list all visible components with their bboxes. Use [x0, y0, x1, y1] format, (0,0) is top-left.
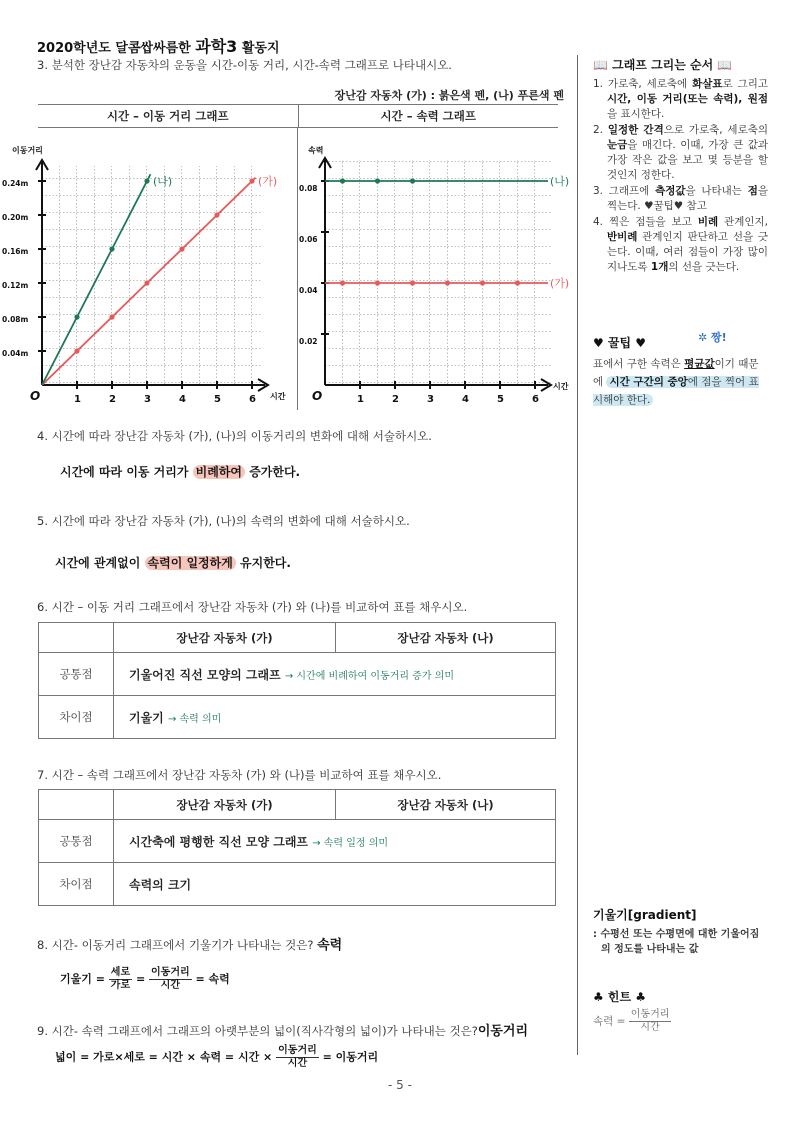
denominator: 시간 [640, 1022, 660, 1033]
formula-lhs: 기울기 = [60, 972, 105, 986]
svg-text:0.04: 0.04 [299, 286, 318, 295]
q5-answer-pre: 시간에 관계없이 [55, 556, 145, 570]
x-axis-label: 시간 [270, 392, 286, 401]
row-label-difference: 차이점 [39, 863, 114, 906]
q4-answer [60, 463, 300, 480]
tip-title: ♥ 꿀팁 ♥ [593, 336, 647, 350]
fraction-distance-time [149, 967, 192, 992]
svg-text:2: 2 [109, 394, 116, 405]
star-note: ✲ 짱! [698, 331, 727, 344]
svg-text:5: 5 [497, 394, 504, 405]
svg-text:6: 6 [532, 394, 539, 405]
header-car-a: 장난감 자동차 (가) [114, 790, 336, 820]
row-label-common: 공통점 [39, 653, 114, 696]
steps-title: 📖 그래프 그리는 순서 📖 [593, 58, 733, 72]
q6-prompt: 6. 시간 – 이동 거리 그래프에서 장난감 자동차 (가) 와 (나)를 비교하여 표를 채우시오. [37, 600, 468, 614]
formula-lhs: 넓이 = 가로×세로 = 시간 × 속력 = 시간 × [55, 1050, 273, 1064]
numerator: 이동거리 [278, 1045, 317, 1056]
row-label-difference: 차이점 [39, 696, 114, 739]
svg-text:0.08: 0.08 [299, 184, 318, 193]
tip-mid: 이기 때문에 [593, 358, 759, 388]
svg-text:0.04m: 0.04m [2, 349, 29, 358]
tip-box [593, 331, 768, 409]
gradient-title: 기울기[gradient] [593, 908, 697, 922]
answer-text: 기울어진 직선 모양의 그래프 [129, 667, 281, 682]
speed-graph-header: 시간 – 속력 그래프 [380, 109, 477, 123]
gradient-definition [593, 908, 768, 957]
svg-text:1: 1 [74, 394, 81, 405]
answer-difference[interactable] [114, 696, 556, 739]
svg-text:(나): (나) [550, 175, 570, 188]
q4-answer-pre: 시간에 따라 이동 거리가 [60, 465, 193, 479]
hint-lhs: 속력 = [593, 1015, 626, 1028]
answer-note: → 시간에 비례하여 이동거리 증가 의미 [284, 670, 455, 682]
answer-text: 속력의 크기 [129, 877, 192, 892]
q4-prompt: 4. 시간에 따라 장난감 자동차 (가), (나)의 이동거리의 변화에 대해 서술하시오. [37, 429, 432, 443]
q5-answer-post: 유지한다. [235, 556, 291, 570]
svg-text:(나): (나) [153, 175, 173, 188]
table-row [39, 653, 556, 696]
svg-text:6: 6 [249, 394, 256, 405]
svg-text:0.12m: 0.12m [2, 281, 29, 290]
q3-prompt: 3. 분석한 장난감 자동차의 운동을 시간-이동 거리, 시간-속력 그래프로 나타내시오. [37, 58, 452, 72]
distance-graph-header: 시간 – 이동 거리 그래프 [38, 105, 299, 127]
q4-answer-post: 증가한다. [245, 465, 301, 479]
svg-text:2: 2 [392, 394, 399, 405]
origin-label: O [30, 389, 41, 403]
table-row [39, 863, 556, 906]
origin-label: O [312, 389, 323, 403]
gradient-def: : 수평선 또는 수평면에 대한 기울어짐의 정도를 나타내는 값 [593, 929, 760, 955]
q8-answer: 속력 [317, 938, 343, 953]
answer-difference[interactable] [114, 863, 556, 906]
answer-text: 기울기 [129, 710, 164, 725]
pen-legend-note: 장난감 자동차 (가) : 붉은색 펜, (나) 푸른색 펜 [334, 89, 564, 102]
answer-text: 시간축에 평행한 직선 모양 그래프 [129, 834, 309, 849]
grid [325, 160, 551, 385]
denominator: 시간 [160, 980, 180, 991]
q9-prompt-line [37, 1020, 528, 1039]
step-item: 3. 그래프에 측정값을 나타내는 점을 찍는다. ♥꿀팁♥ 참고 [593, 185, 768, 212]
header-car-b: 장난감 자동차 (나) [336, 623, 556, 653]
x-axis-label: 시간 [553, 382, 569, 391]
svg-text:(가): (가) [258, 175, 278, 188]
hint-formula [593, 1009, 768, 1034]
svg-text:0.06: 0.06 [299, 235, 318, 244]
y-axis-label: 속력 [308, 146, 324, 155]
table-row [39, 820, 556, 863]
table-row [39, 696, 556, 739]
answer-note: → 속력 의미 [167, 713, 222, 725]
header-car-a: 장난감 자동차 (가) [114, 623, 336, 653]
q5-answer-highlight: 속력이 일정하게 [145, 556, 236, 570]
svg-text:3: 3 [144, 394, 151, 405]
formula-result: = 속력 [195, 972, 230, 986]
svg-text:0.08m: 0.08m [2, 315, 29, 324]
tip-text [593, 355, 768, 409]
q5-answer [55, 554, 291, 571]
distance-time-chart [0, 128, 297, 410]
row-label-common: 공통점 [39, 820, 114, 863]
hint-fraction [629, 1009, 672, 1034]
hint-title: ♣ 힌트 ♣ [593, 990, 647, 1004]
denominator: 시간 [287, 1058, 308, 1069]
q9-formula [55, 1045, 378, 1070]
step-item: 1. 가로축, 세로축에 화살표로 그리고 시간, 이동 거리(또는 속력), 원점을 표시한다. [593, 78, 768, 120]
q7-comparison-table [38, 789, 556, 906]
svg-text:(가): (가) [550, 277, 570, 290]
step-item: 4. 찍은 점들을 보고 비례 관계인지, 반비례 관계인지 판단하고 선을 긋는다. 이때, 여러 점들이 가장 많이 지나도록 1개의 선을 긋는다. [593, 216, 769, 273]
q8-formula [60, 967, 230, 992]
q5-prompt: 5. 시간에 따라 장난감 자동차 (가), (나)의 속력의 변화에 대해 서술하시오. [37, 514, 410, 528]
graph-table-header [38, 104, 558, 128]
q9-answer: 이동거리 [477, 1024, 529, 1039]
numerator: 이동거리 [630, 1009, 670, 1020]
answer-common[interactable] [114, 653, 556, 696]
tip-highlight: 시간 구간의 중앙 [609, 376, 688, 388]
formula-result: = 이동거리 [322, 1050, 379, 1064]
svg-text:0.02: 0.02 [299, 337, 318, 346]
graph-steps-box [593, 58, 768, 276]
worksheet-title [37, 34, 280, 57]
svg-text:4: 4 [179, 394, 186, 405]
numerator: 이동거리 [151, 967, 190, 978]
header-car-b: 장난감 자동차 (나) [336, 790, 556, 820]
table-corner [39, 790, 114, 820]
equals: = [135, 972, 146, 986]
column-divider [577, 55, 578, 1055]
tip-pre: 표에서 구한 속력은 [593, 358, 685, 370]
svg-text:3: 3 [427, 394, 434, 405]
title-suffix: 활동지 [237, 41, 280, 56]
y-axis-label: 이동거리 [12, 146, 43, 155]
answer-common[interactable] [114, 820, 556, 863]
q7-prompt: 7. 시간 – 속력 그래프에서 장난감 자동차 (가) 와 (나)를 비교하여 표를 채우시오. [37, 768, 442, 782]
svg-text:4: 4 [462, 394, 469, 405]
svg-text:5: 5 [214, 394, 221, 405]
q8-prompt: 8. 시간- 이동거리 그래프에서 기울기가 나타내는 것은? [37, 938, 314, 952]
svg-text:0.24m: 0.24m [2, 179, 29, 188]
title-prefix: 2020학년도 달콤쌉싸름한 [37, 41, 196, 56]
page-number: - 5 - [388, 1078, 412, 1092]
steps-list [593, 77, 768, 275]
q8-prompt-line [37, 934, 342, 953]
fraction-distance-time [276, 1045, 319, 1070]
q4-answer-highlight: 비례하여 [193, 465, 245, 479]
numerator: 세로 [110, 967, 131, 978]
svg-text:1: 1 [357, 394, 364, 405]
step-item: 2. 일정한 간격으로 가로축, 세로축의 눈금을 매긴다. 이때, 가장 큰 값과 가장 작은 값을 보고 몇 등분을 할 것인지 정한다. [593, 124, 768, 181]
tip-post: 에 점을 찍어 표시해야 한다. [593, 376, 759, 406]
table-corner [39, 623, 114, 653]
svg-text:0.16m: 0.16m [2, 247, 29, 256]
answer-note: → 속력 일정 의미 [312, 837, 389, 849]
q9-prompt: 9. 시간- 속력 그래프에서 그래프의 아랫부분의 넓이(직사각형의 넓이)가 나타내는 것은? [37, 1024, 478, 1038]
svg-text:0.20m: 0.20m [2, 213, 29, 222]
hint-box [593, 990, 768, 1034]
denominator: 가로 [110, 980, 131, 991]
title-subject: 과학3 [195, 37, 238, 56]
speed-time-chart [298, 128, 577, 410]
tip-average: 평균값 [684, 358, 715, 370]
q6-comparison-table [38, 622, 556, 739]
fraction-vertical-horizontal [109, 967, 132, 992]
